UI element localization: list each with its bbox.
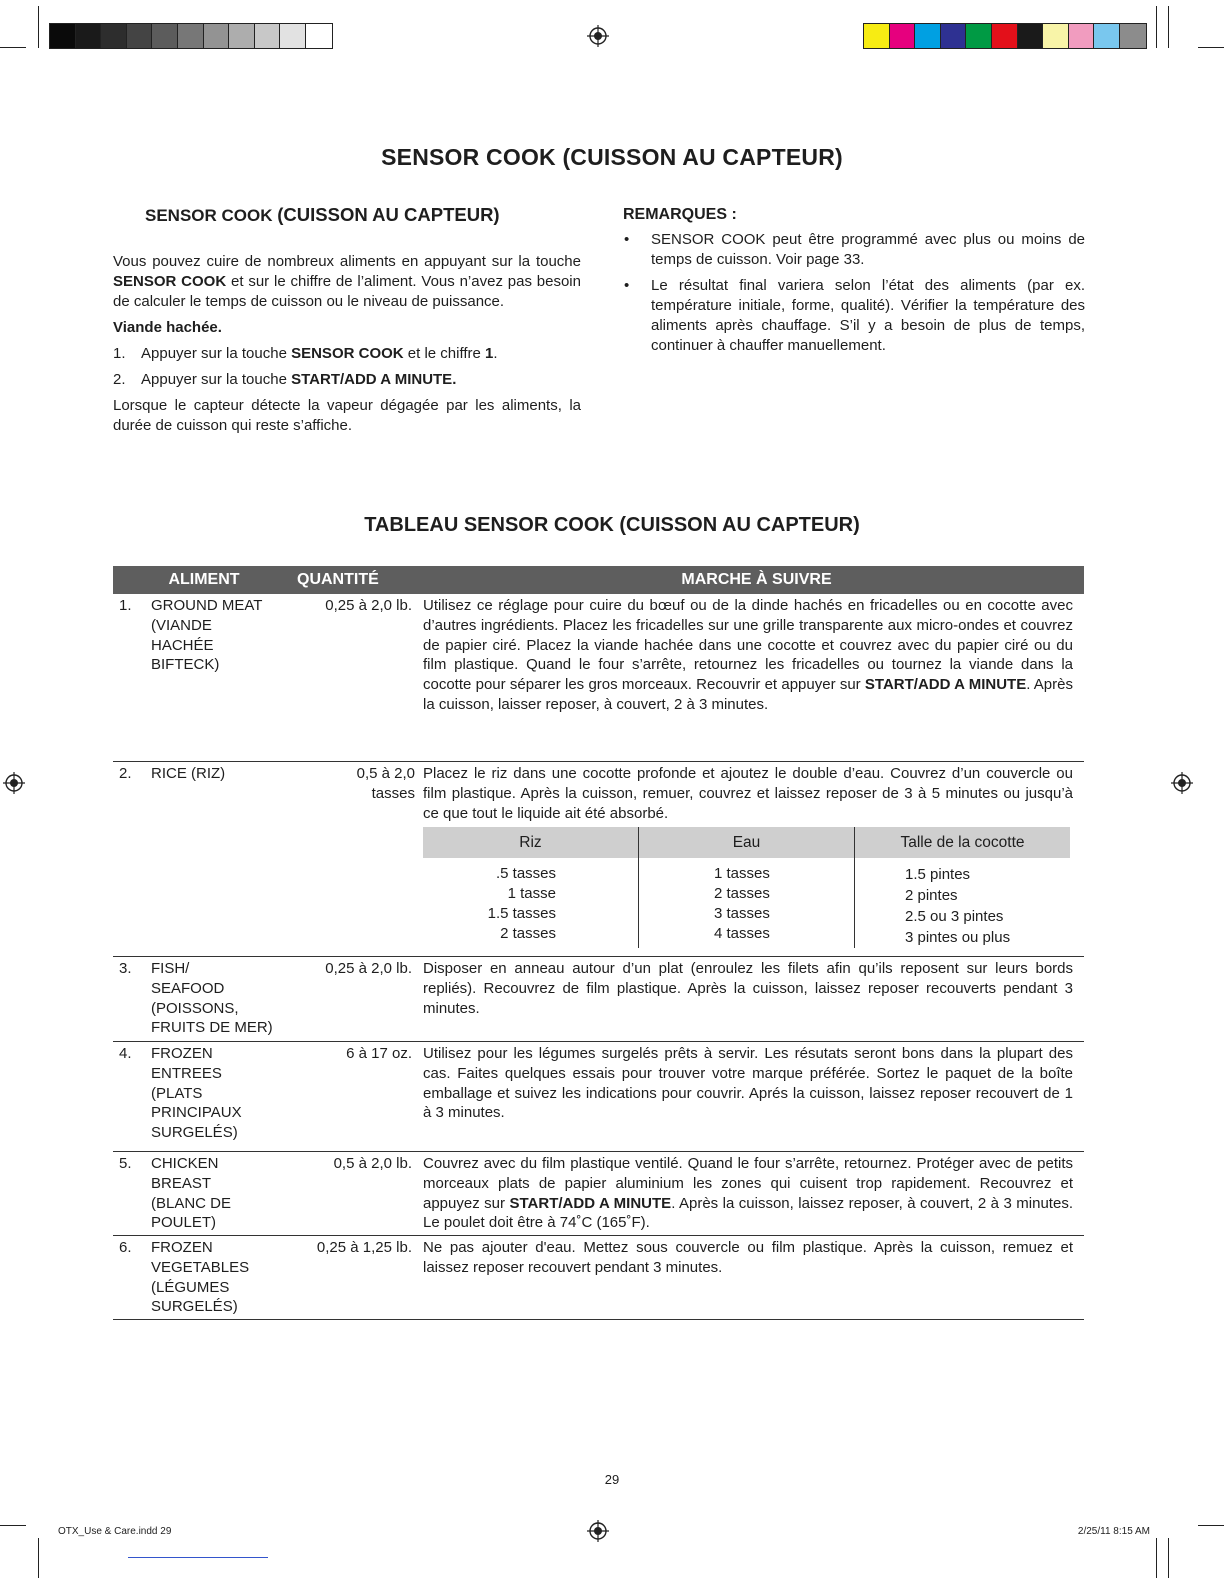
table-row: 2. RICE (RIZ) 0,5 à 2,0 tasses Placez le riz dans une cocotte profonde et ajoutez le double d’eau. Couvrez d’un couvercle ou film plastique. Après la cuisson, remuer, couvrez et laissez reposer de 3 à 5 minutes ou jusqu’à ce que tout le liquide ait été absorbé. Riz .5 tasses 1 tasse 1.5 tasses 2 tasses Eau 1 tasses 2 tasses 3 tasses 4 tasses Talle de la cocotte 1.5 pintes 2 pintes 2.5 ou 3 pintes 3 pintes ou plus [113,762,1084,957]
list-item: • Le résultat final variera selon l’état des aliments (par ex. température initiale, forme, qualité). Vérifier la température des aliments après chauffage. S’il y a besoin de plus de temps, continuer à chauffer manuellement. [624,277,1085,354]
color-swatch [864,24,890,48]
remarks-list [623,230,1085,356]
sensor-cook-table [113,566,1084,1320]
food-name: FISH/ SEAFOOD (POISSONS, FRUITS DE MER) [151,960,273,1037]
quantity: 0,25 à 2,0 lb. [325,960,412,977]
table-title: TABLEAU SENSOR COOK (CUISSON AU CAPTEUR) [364,514,860,536]
color-swatch [941,24,967,48]
directions: Utilisez pour les légumes surgelés prêts à servir. Les résutats seront bons dans la plupart des cas. Faites quelques essais pour trouver votre marque préférée. Sortez le paquet de la boîte emballage et suivez les indications pour couvrir. Aprés la cuisson, laissez reposer recouvert de 1 à 3 minutes. [423,1045,1073,1122]
color-swatch [178,24,204,48]
page-title: SENSOR COOK (CUISSON AU CAPTEUR) [381,144,843,170]
color-swatch [152,24,178,48]
color-swatch [255,24,281,48]
quantity: 0,5 à 2,0 tasses [356,765,415,802]
grayscale-color-bar [49,23,333,49]
directions: Ne pas ajouter d'eau. Mettez sous couvercle ou film plastique. Après la cuisson, remuez et laissez reposer recouvert pendant 3 minutes. [423,1239,1073,1276]
sensor-paragraph: Lorsque le capteur détecte la vapeur dégagée par les aliments, la durée de cuisson qui reste s’affiche. [113,397,581,434]
crop-mark [0,1525,26,1526]
ground-meat-subheading: Viande hachée. [113,319,222,336]
color-swatch [280,24,306,48]
color-swatch [1043,24,1069,48]
quantity: 0,25 à 1,25 lb. [316,1239,412,1256]
rice-subtable: Riz .5 tasses 1 tasse 1.5 tasses 2 tasses Eau 1 tasses 2 tasses 3 tasses 4 tasses Talle de la cocotte 1.5 pintes 2 pintes 2.5 ou 3 pintes 3 pintes ou plus [423,827,1070,948]
color-swatch [127,24,153,48]
crop-mark [1198,47,1224,48]
subtable-header: Eau [639,827,854,858]
color-swatch [1069,24,1095,48]
quantity: 6 à 17 oz. [346,1045,412,1062]
table-header [113,566,1084,594]
list-item: • SENSOR COOK peut être programmé avec plus ou moins de temps de cuisson. Voir page 33. [624,231,1085,268]
color-swatch [1094,24,1120,48]
directions: Disposer en anneau autour d’un plat (enroulez les filets afin qu’ils reposent sur leurs bords repliés). Recouvrez de film plastique. Après la cuisson, laissez reposer recouverts pendant 3 minutes. [423,960,1073,1017]
remarks-heading: REMARQUES : [623,206,737,223]
color-swatch [915,24,941,48]
color-swatch [890,24,916,48]
remarks-section [623,205,1085,362]
subtable-header: Riz [423,827,638,858]
crop-mark [1198,1525,1224,1526]
table-row: 6. FROZEN VEGETABLES (LÉGUMES SURGELÉS) 0,25 à 1,25 lb. Ne pas ajouter d'eau. Mettez sous couvercle ou film plastique. Après la cuisson, remuez et laissez reposer recouvert pendant 3 minutes. [113,1236,1084,1320]
color-swatch [992,24,1018,48]
food-name: RICE (RIZ) [151,765,226,782]
column-header-marche: MARCHE À SUIVRE [681,571,832,589]
registration-mark-icon [587,1520,609,1542]
page-number: 29 [604,1472,620,1487]
color-swatch [966,24,992,48]
steps-list [113,344,581,390]
color-swatch [306,24,332,48]
table-row: 3. FISH/ SEAFOOD (POISSONS, FRUITS DE MER) 0,25 à 2,0 lb. Disposer en anneau autour d’un plat (enroulez les filets afin qu’ils reposent sur leurs bords repliés). Recouvrez de film plastique. Après la cuisson, laissez reposer recouverts pendant 3 minutes. [113,957,1084,1042]
color-swatch [76,24,102,48]
color-swatch [204,24,230,48]
table-row: 4. FROZEN ENTREES (PLATS PRINCIPAUX SURGELÉS) 6 à 17 oz. Utilisez pour les légumes surgelés prêts à servir. Les résutats seront bons dans la plupart des cas. Faites quelques essais pour trouver votre marque préférée. Sortez le paquet de la boîte emballage et suivez les indications pour couvrir. Aprés la cuisson, laissez reposer recouvert de 1 à 3 minutes. [113,1042,1084,1152]
color-swatch [229,24,255,48]
table-row: 1. GROUND MEAT (VIANDE HACHÉE BIFTECK) 0,25 à 2,0 lb. Utilisez ce réglage pour cuire du bœuf ou de la dinde hachés en fricadelles ou en cocotte avec d’autres ingrédients. Placez les fricadelles sur une grille transparente aux micro-ondes et couvrez de papier ciré. Placez la viande hachée dans une cocotte et couvrez avec du papier ciré ou du film plastique. Quand le four s’arrête, retournez les fricadelles ou tournez la viande dans la cocotte pour séparer les gros morceaux. Recouvrir et appuyer sur START/ADD A MINUTE. Après la cuisson, laisser reposer, à couvert, 2 à 3 minutes. [113,594,1084,762]
subtable-header: Talle de la cocotte [855,827,1070,858]
intro-paragraph: Vous pouvez cuire de nombreux aliments en appuyant sur la touche SENSOR COOK et sur le chiffre de l’aliment. Vous n’avez pas besoin de calculer le temps de cuisson ou le niveau de puissance. [113,253,581,310]
table-row: 5. CHICKEN BREAST (BLANC DE POULET) 0,5 à 2,0 lb. Couvrez avec du film plastique ventilé. Quand le four s’arrête, retournez. Protéger avec de petits morceaux plats de papier aluminium les zones qui cuisent trop rapidement. Recouvrez et appuyez sur START/ADD A MINUTE. Après la cuisson, laissez reposer, à couvert, 2 à 3 minutes. Le poulet doit être à 74˚C (165˚F). [113,1152,1084,1236]
crop-mark [1156,1538,1157,1578]
directions: Placez le riz dans une cocotte profonde et ajoutez le double d’eau. Couvrez d’un couvercle ou film plastique. Après la cuisson, remuer, couvrez et laissez reposer de 3 à 5 minutes ou jusqu’à ce que tout le liquide ait été absorbé. Riz .5 tasses 1 tasse 1.5 tasses 2 tasses Eau 1 tasses 2 tasses 3 tasses 4 tasses Talle de la cocotte 1.5 pintes 2 pintes 2.5 ou 3 pintes 3 pintes ou plus [423,765,1073,947]
registration-mark-icon [587,25,609,47]
color-swatch [101,24,127,48]
food-name: FROZEN VEGETABLES (LÉGUMES SURGELÉS) [151,1239,250,1316]
food-name: GROUND MEAT (VIANDE HACHÉE BIFTECK) [151,597,263,674]
crop-mark [1156,6,1157,48]
color-swatch [1018,24,1044,48]
registration-mark-icon [3,772,25,794]
directions: Couvrez avec du film plastique ventilé. Quand le four s’arrête, retournez. Protéger avec de petits morceaux plats de papier aluminium les zones qui cuisent trop rapidement. Recouvrez et appuyez sur START/ADD A MINUTE. Après la cuisson, laissez reposer, à couvert, 2 à 3 minutes. Le poulet doit être à 74˚C (165˚F). [423,1155,1073,1232]
date-slug: 2/25/11 8:15 AM [1077,1526,1150,1537]
column-header-aliment: ALIMENT [168,571,240,589]
column-header-quantite: QUANTITÉ [297,571,379,589]
divider [128,1557,268,1558]
food-name: FROZEN ENTREES (PLATS PRINCIPAUX SURGELÉS) [151,1045,242,1142]
food-name: CHICKEN BREAST (BLANC DE POULET) [151,1155,232,1232]
crop-mark [1168,1538,1169,1578]
crop-mark [38,6,39,48]
intro-heading: SENSOR COOK (CUISSON AU CAPTEUR) [145,204,500,225]
color-swatch [1120,24,1146,48]
crop-mark [0,47,26,48]
list-item: 2. Appuyer sur la touche START/ADD A MINUTE. [113,371,457,388]
quantity: 0,25 à 2,0 lb. [325,597,412,614]
intro-section [113,205,581,442]
list-item: 1. Appuyer sur la touche SENSOR COOK et le chiffre 1. [113,345,498,362]
registration-mark-icon [1171,772,1193,794]
process-color-bar [863,23,1147,49]
color-swatch [50,24,76,48]
quantity: 0,5 à 2,0 lb. [333,1155,412,1172]
file-slug: OTX_Use & Care.indd 29 [58,1526,172,1537]
directions: Utilisez ce réglage pour cuire du bœuf ou de la dinde hachés en fricadelles ou en cocotte avec d’autres ingrédients. Placez les fricadelles sur une grille transparente aux micro-ondes et couvrez de papier ciré. Placez la viande hachée dans une cocotte et couvrez avec du papier ciré ou du film plastique. Quand le four s’arrête, retournez les fricadelles ou tournez la viande dans la cocotte pour séparer les gros morceaux. Recouvrir et appuyer sur START/ADD A MINUTE. Après la cuisson, laisser reposer, à couvert, 2 à 3 minutes. [423,597,1073,713]
crop-mark [38,1538,39,1578]
crop-mark [1168,6,1169,48]
